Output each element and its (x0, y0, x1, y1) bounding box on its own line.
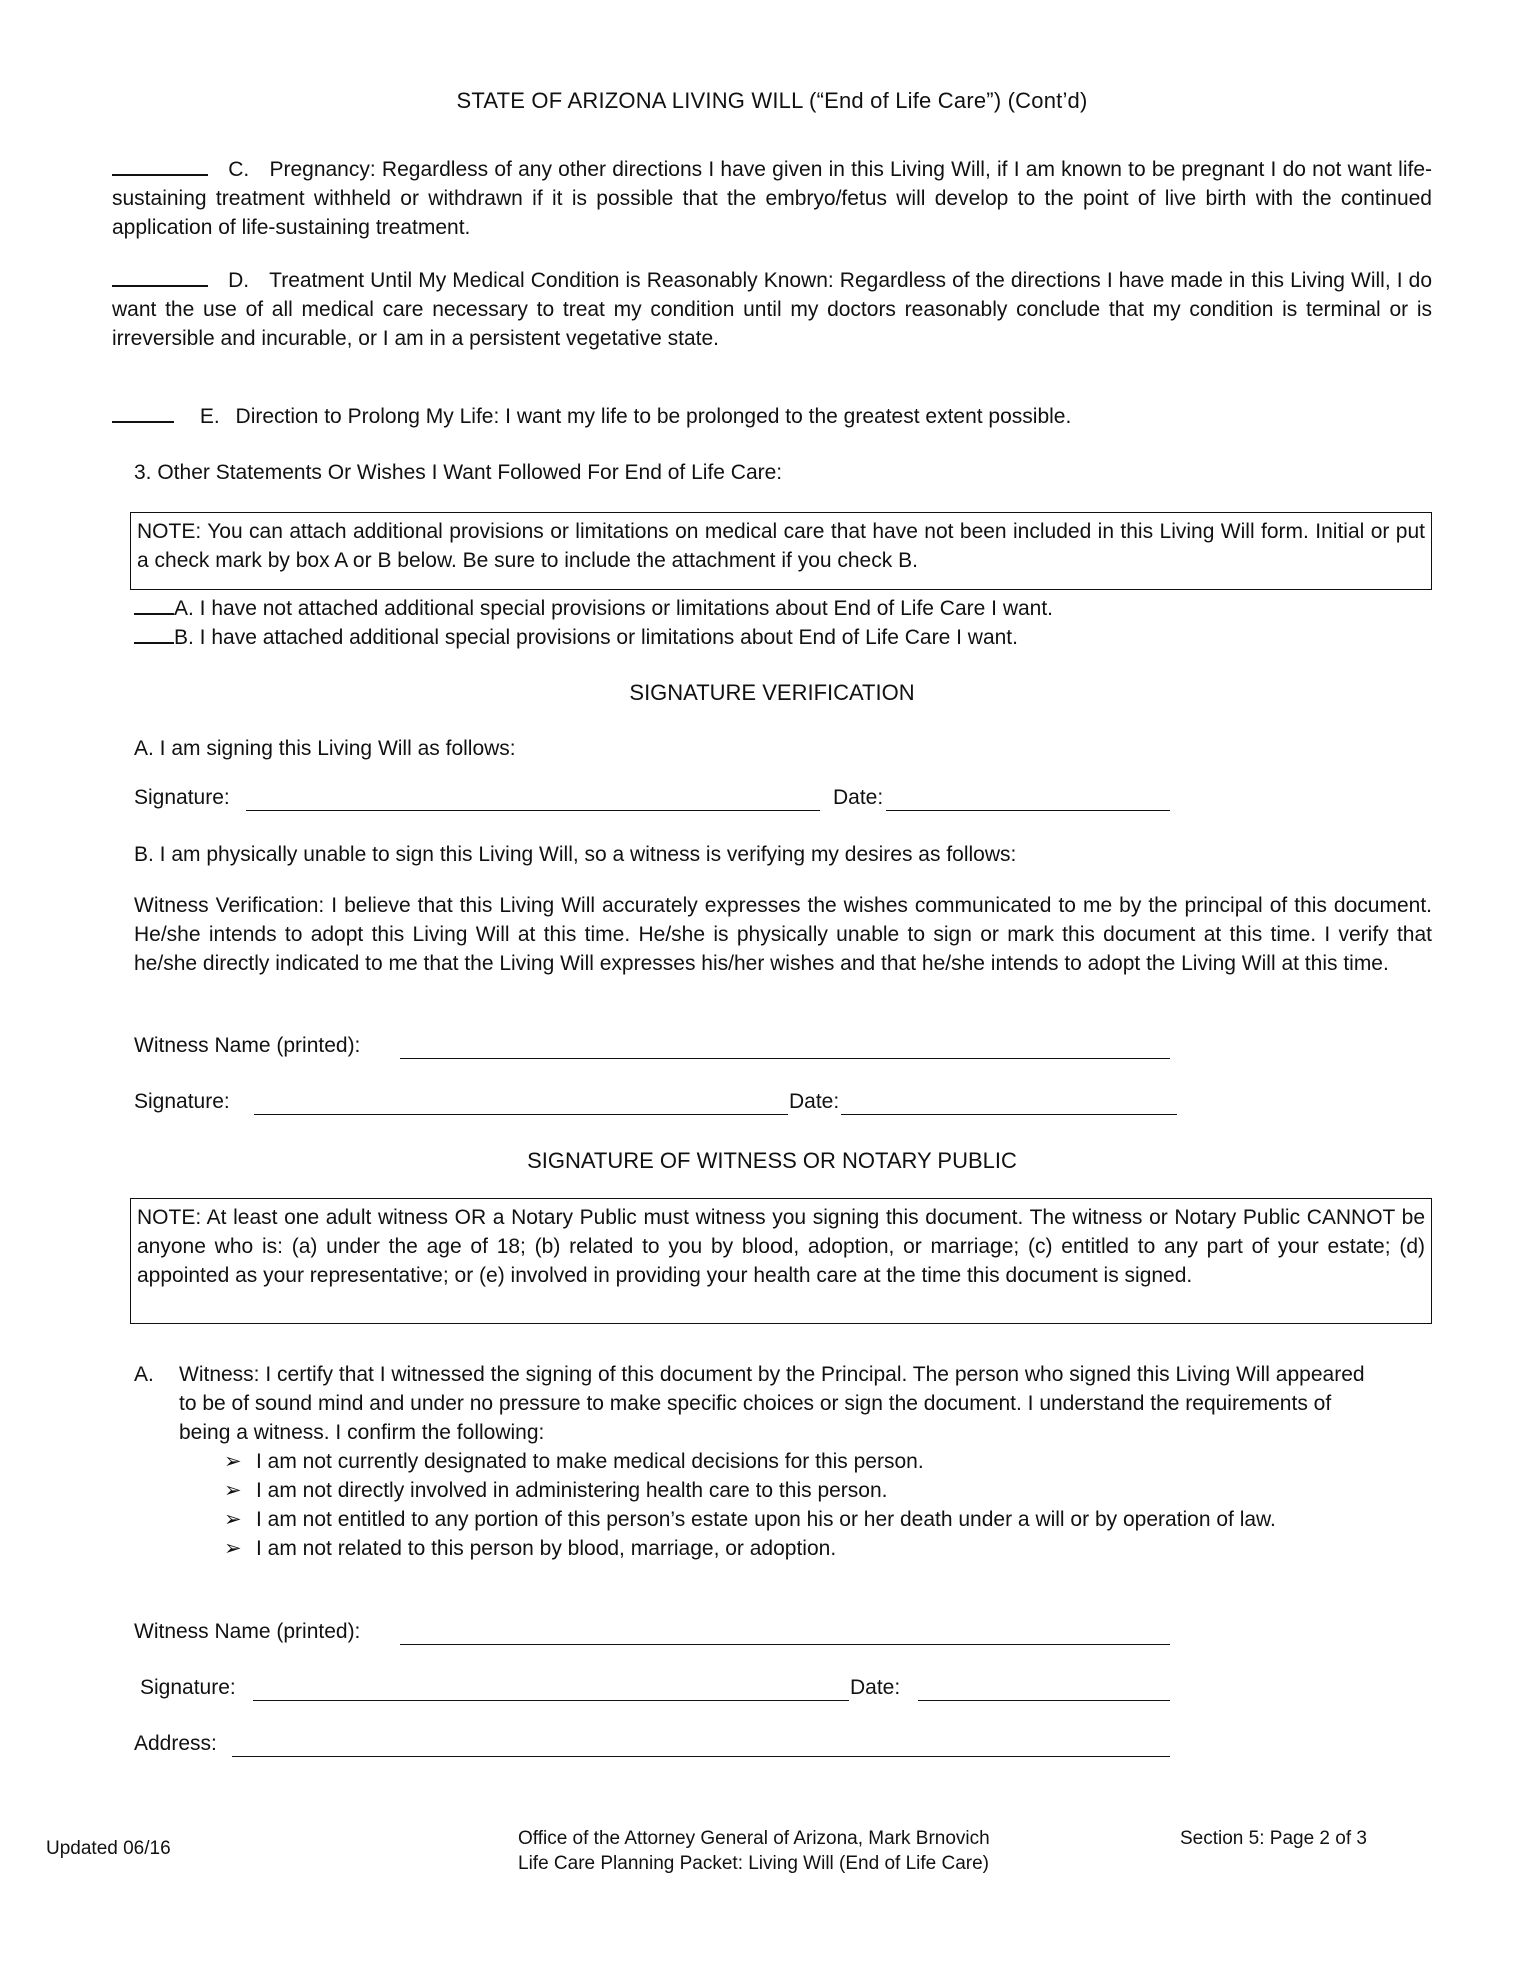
witness-signature-line[interactable] (254, 1114, 788, 1115)
principal-date-line[interactable] (886, 810, 1170, 811)
list-item: ➢ I am not related to this person by blood, marriage, or adoption. (202, 1534, 1432, 1563)
option-d-text: Treatment Until My Medical Condition is Reasonably Known: Regardless of the directions I have made in this Living Will, I do want the use of all medical care necessary to treat my condition until my doctors reasonably conclude that my condition is terminal or is irreversible and incurable, or I am in a persistent vegetative state. (112, 269, 1433, 350)
initial-blank-attach-b[interactable] (134, 622, 174, 644)
attachment-option-a (134, 593, 1454, 623)
attachment-option-a-text: A. I have not attached additional special provisions or limitations about End of Life Care I want. (174, 597, 1054, 620)
initial-blank-c[interactable] (112, 154, 208, 176)
list-item: ➢ I am not directly involved in administering health care to this person. (202, 1476, 1432, 1505)
date-label: Date: (833, 786, 884, 809)
witness-date-line[interactable] (841, 1114, 1177, 1115)
section-3-heading: 3. Other Statements Or Wishes I Want Followed For End of Life Care: (134, 461, 783, 484)
signature-label-2: Signature: (134, 1090, 230, 1113)
date-label: Date: (850, 1676, 901, 1699)
witness-verification-text: Witness Verification: I believe that this Living Will accurately expresses the wishes communicated to me by the principal of this document. He/she intends to adopt this Living Will at this time. He/she is physically unable to sign or mark this document at this time. I verify that he/she directly indicated to me that the Living Will expresses his/her wishes and that he/she intends to adopt the Living Will at this time. (134, 894, 1432, 975)
signature-label: Signature: (134, 786, 230, 809)
signature-verification-heading: SIGNATURE VERIFICATION (629, 680, 915, 705)
principal-signature-line[interactable] (246, 810, 820, 811)
witness-name-row (134, 1034, 1432, 1064)
witness-notary-heading: SIGNATURE OF WITNESS OR NOTARY PUBLIC (527, 1148, 1017, 1173)
principal-signature-row (134, 786, 1432, 816)
attachment-note-text: NOTE: You can attach additional provisions or limitations on medical care that have not been included in this Living Will form. Initial or put a check mark by box A or B below. Be sure to include the attachment if you check B. (137, 520, 1425, 572)
sign-option-b: B. I am physically unable to sign this Living Will, so a witness is verifying my desires as follows: (134, 843, 1017, 866)
option-e-text: Direction to Prolong My Life: I want my life to be prolonged to the greatest extent possible. (235, 405, 1072, 428)
option-c-text: Pregnancy: Regardless of any other directions I have given in this Living Will, if I am known to be pregnant I do not want life-sustaining treatment withheld or withdrawn if it is possible that the embryo/fetus will develop to the point of live birth with the continued application of life-sustaining treatment. (112, 158, 1433, 239)
option-d-letter: D. (228, 269, 250, 292)
notary-date-line[interactable] (918, 1700, 1170, 1701)
witness-certification-letter: A. (134, 1363, 154, 1386)
list-item: ➢ I am not currently designated to make medical decisions for this person. (202, 1447, 1432, 1476)
witness-notary-note-box (130, 1198, 1432, 1324)
signature-label: Signature: (140, 1676, 236, 1699)
arrow-bullet-icon: ➢ (224, 1450, 242, 1473)
date-label-2: Date: (789, 1090, 840, 1113)
address-row (134, 1732, 1432, 1762)
witness-certification-text: Witness: I certify that I witnessed the signing of this document by the Principal. The person who signed this Living Will appeared to be of sound mind and under no pressure to make specific choices or sign the document. I understand the requirements of being a witness. I confirm the following: (179, 1363, 1365, 1444)
notary-signature-row (134, 1676, 1432, 1706)
notary-witness-name-row (134, 1620, 1432, 1650)
attachment-option-b-text: B. I have attached additional special provisions or limitations about End of Life Care I want. (174, 626, 1018, 649)
witness-name-label: Witness Name (printed): (134, 1034, 361, 1057)
option-e (112, 401, 1432, 431)
witness-name-label: Witness Name (printed): (134, 1620, 361, 1643)
footer-page-number: Section 5: Page 2 of 3 (1180, 1828, 1367, 1849)
footer-office-line-1: Office of the Attorney General of Arizona, Mark Brnovich (518, 1828, 990, 1849)
address-label: Address: (134, 1732, 217, 1755)
footer-office-line-2: Life Care Planning Packet: Living Will (End of Life Care) (518, 1853, 990, 1874)
arrow-bullet-icon: ➢ (224, 1537, 242, 1560)
option-c-letter: C. (228, 158, 250, 181)
attachment-note-box (130, 512, 1432, 590)
option-e-letter: E. (199, 405, 220, 428)
witness-confirmation-list (202, 1447, 1432, 1563)
address-line[interactable] (232, 1756, 1170, 1757)
option-d (112, 265, 1432, 353)
sign-option-a: A. I am signing this Living Will as follows: (134, 737, 516, 760)
witness-name-line[interactable] (400, 1058, 1170, 1059)
option-c (112, 154, 1432, 242)
witness-signature-row (134, 1090, 1432, 1120)
initial-blank-attach-a[interactable] (134, 593, 174, 615)
initial-blank-e[interactable] (112, 401, 174, 423)
footer-updated: Updated 06/16 (46, 1838, 171, 1859)
page-title: STATE OF ARIZONA LIVING WILL (“End of Life Care”) (Cont’d) (456, 88, 1088, 113)
witness-certification (134, 1360, 1432, 1563)
notary-witness-name-line[interactable] (400, 1644, 1170, 1645)
attachment-option-b (134, 622, 1454, 652)
arrow-bullet-icon: ➢ (224, 1508, 242, 1531)
witness-notary-note-text: NOTE: At least one adult witness OR a Notary Public must witness you signing this document. The witness or Notary Public CANNOT be anyone who is: (a) under the age of 18; (b) related to you by blood, adoption, or marriage; (c) entitled to any part of your estate; (d) appointed as your representative; or (e) involved in providing your health care at the time this document is signed. (137, 1206, 1425, 1287)
footer-office (518, 1826, 990, 1876)
initial-blank-d[interactable] (112, 265, 208, 287)
arrow-bullet-icon: ➢ (224, 1479, 242, 1502)
list-item: ➢ I am not entitled to any portion of this person’s estate upon his or her death under a will or by operation of law. (202, 1505, 1396, 1534)
notary-signature-line[interactable] (253, 1700, 849, 1701)
